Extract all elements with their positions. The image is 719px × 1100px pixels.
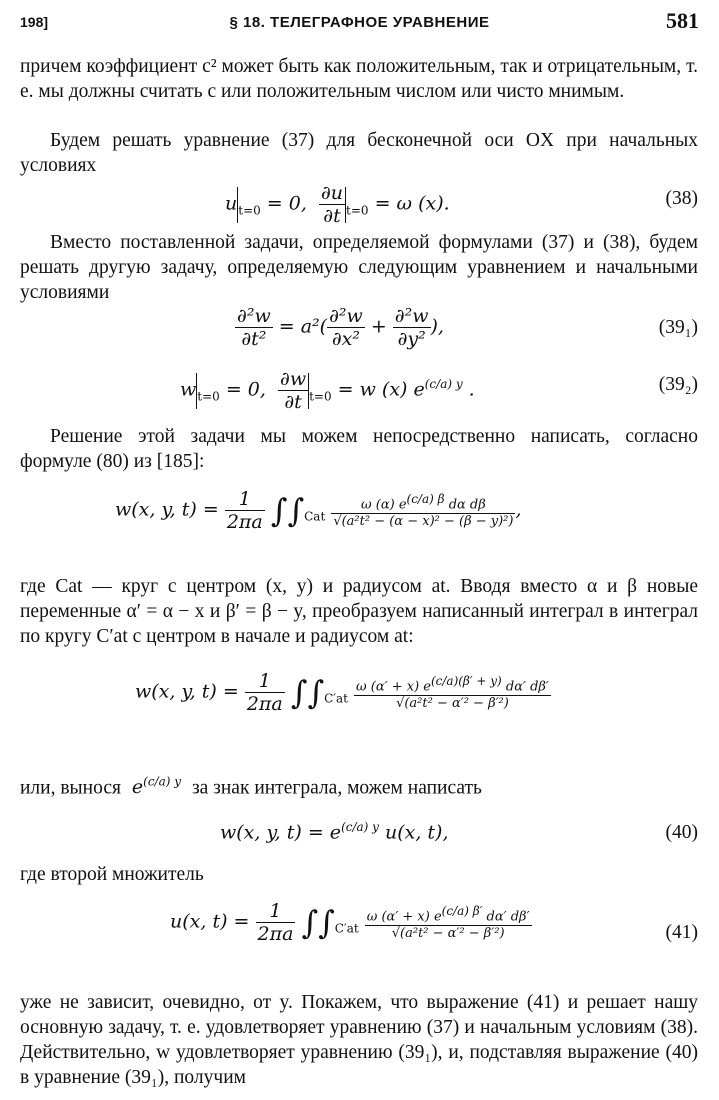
paragraph-6 bbox=[20, 770, 698, 800]
eq39-2-formula: $w_{t=0} = 0$, $\frac{\partial w}{\partial t}$ $_{t=0}$ = w (x) $e^{(c/a) y}$ . bbox=[180, 368, 475, 413]
paragraph-3: Вместо поставленной задачи, определяемой формулами (37) и (38), будем решать другую задачу, определяемую следующим уравнением и начальными условиями bbox=[20, 232, 698, 303]
eq39-1-formula: $\frac{\text{∂²w}}{\text{∂t²}}$ = a²( $\frac{\text{∂²w}}{\text{∂x²}}$ + $\frac{\text{∂²w}}{\text{∂y²}}$ ), bbox=[237, 305, 444, 350]
equation-39-1 bbox=[20, 305, 698, 353]
running-title: § 18. ТЕЛЕГРАФНОЕ УРАВНЕНИЕ bbox=[229, 14, 490, 31]
page-number: 581 bbox=[666, 8, 699, 33]
integral-1 bbox=[20, 478, 698, 568]
eq41-number: (41) bbox=[665, 922, 698, 943]
paragraph-6-start: или, вынося bbox=[20, 777, 121, 799]
integral-1-formula: w(x, y, t) = $\frac{1}{2\pi a}$ $\int\int_{Cat}$ $\frac{\text{ω (α) e(c/a) β dα dβ}}{\text{√(a²t² − (α − x)² − (β − y)²)}}$ , bbox=[115, 488, 522, 533]
eq40-number: (40) bbox=[665, 822, 698, 843]
paragraph-2: Будем решать уравнение (37) для бесконечной оси OX при начальных условиях bbox=[20, 130, 698, 176]
integral-2-formula: w(x, y, t) = $\frac{1}{2\pi a}$ $\int\int_{C'at}$ $\frac{\omega (\alpha' + x) e(c/a)(\beta' + y) d\alpha' d\beta'}{\text{√(a²t² − α′² − β′²)}}$ bbox=[135, 670, 549, 715]
equation-40 bbox=[20, 808, 698, 852]
paragraph-5: где Cat — круг с центром (x, y) и радиусом at. Вводя вместо α и β новые переменные α′ = α − x и β′ = β − y, преобразуем написанный интеграл в интеграл по кругу C′at с центром в начале и радиусом at: bbox=[20, 576, 698, 647]
equation-39-2 bbox=[20, 360, 698, 412]
integral-2 bbox=[20, 660, 698, 750]
equation-41 bbox=[20, 890, 698, 980]
paragraph-6-end: за знак интеграла, можем написать bbox=[191, 777, 482, 799]
eq39-1-number: (39₁) bbox=[658, 317, 698, 338]
eq39-2-number: (39₂) bbox=[658, 374, 698, 395]
inline-exp: $e^{(c/a) y}$ bbox=[125, 775, 182, 799]
paragraph-4: Решение этой задачи мы можем непосредственно написать, согласно формуле (80) из [185]: bbox=[20, 426, 698, 472]
eq38-formula: $u_{t=0} = 0$, $\frac{\partial u}{\partial t}$ $_{t=0}$ = ω (x). bbox=[225, 182, 450, 227]
paragraph-8: уже не зависит, очевидно, от y. Покажем, что выражение (41) и решает нашу основную задачу, т. е. удовлетворяет уравнению (37) и начальным условиям (38). Действительно, w удовлетворяет уравнению (39₁), и, подставляя выражение (40) в уравнение (39₁), получим bbox=[20, 992, 698, 1088]
eq41-formula: u(x, t) = $\frac{1}{2\pi a}$ $\int\int_{C'at}$ $\frac{\omega (\alpha' + x) e(c/a) \beta' d\alpha' d\beta'}{\text{√(a²t² − α′² − β′²)}}$ bbox=[170, 900, 530, 945]
eq38-number: (38) bbox=[665, 188, 698, 209]
eq40-formula: w(x, y, $t) = e^{(c/a) y}$ u(x, t), bbox=[220, 820, 449, 844]
paragraph-7: где второй множитель bbox=[20, 864, 204, 885]
paragraph-1: причем коэффициент c² может быть как положительным, так и отрицательным, т. е. мы должны считать c или положительным числом или чисто мнимым. bbox=[20, 56, 698, 102]
page-header bbox=[20, 8, 699, 38]
section-number: 198] bbox=[20, 14, 49, 30]
equation-38 bbox=[20, 178, 698, 227]
